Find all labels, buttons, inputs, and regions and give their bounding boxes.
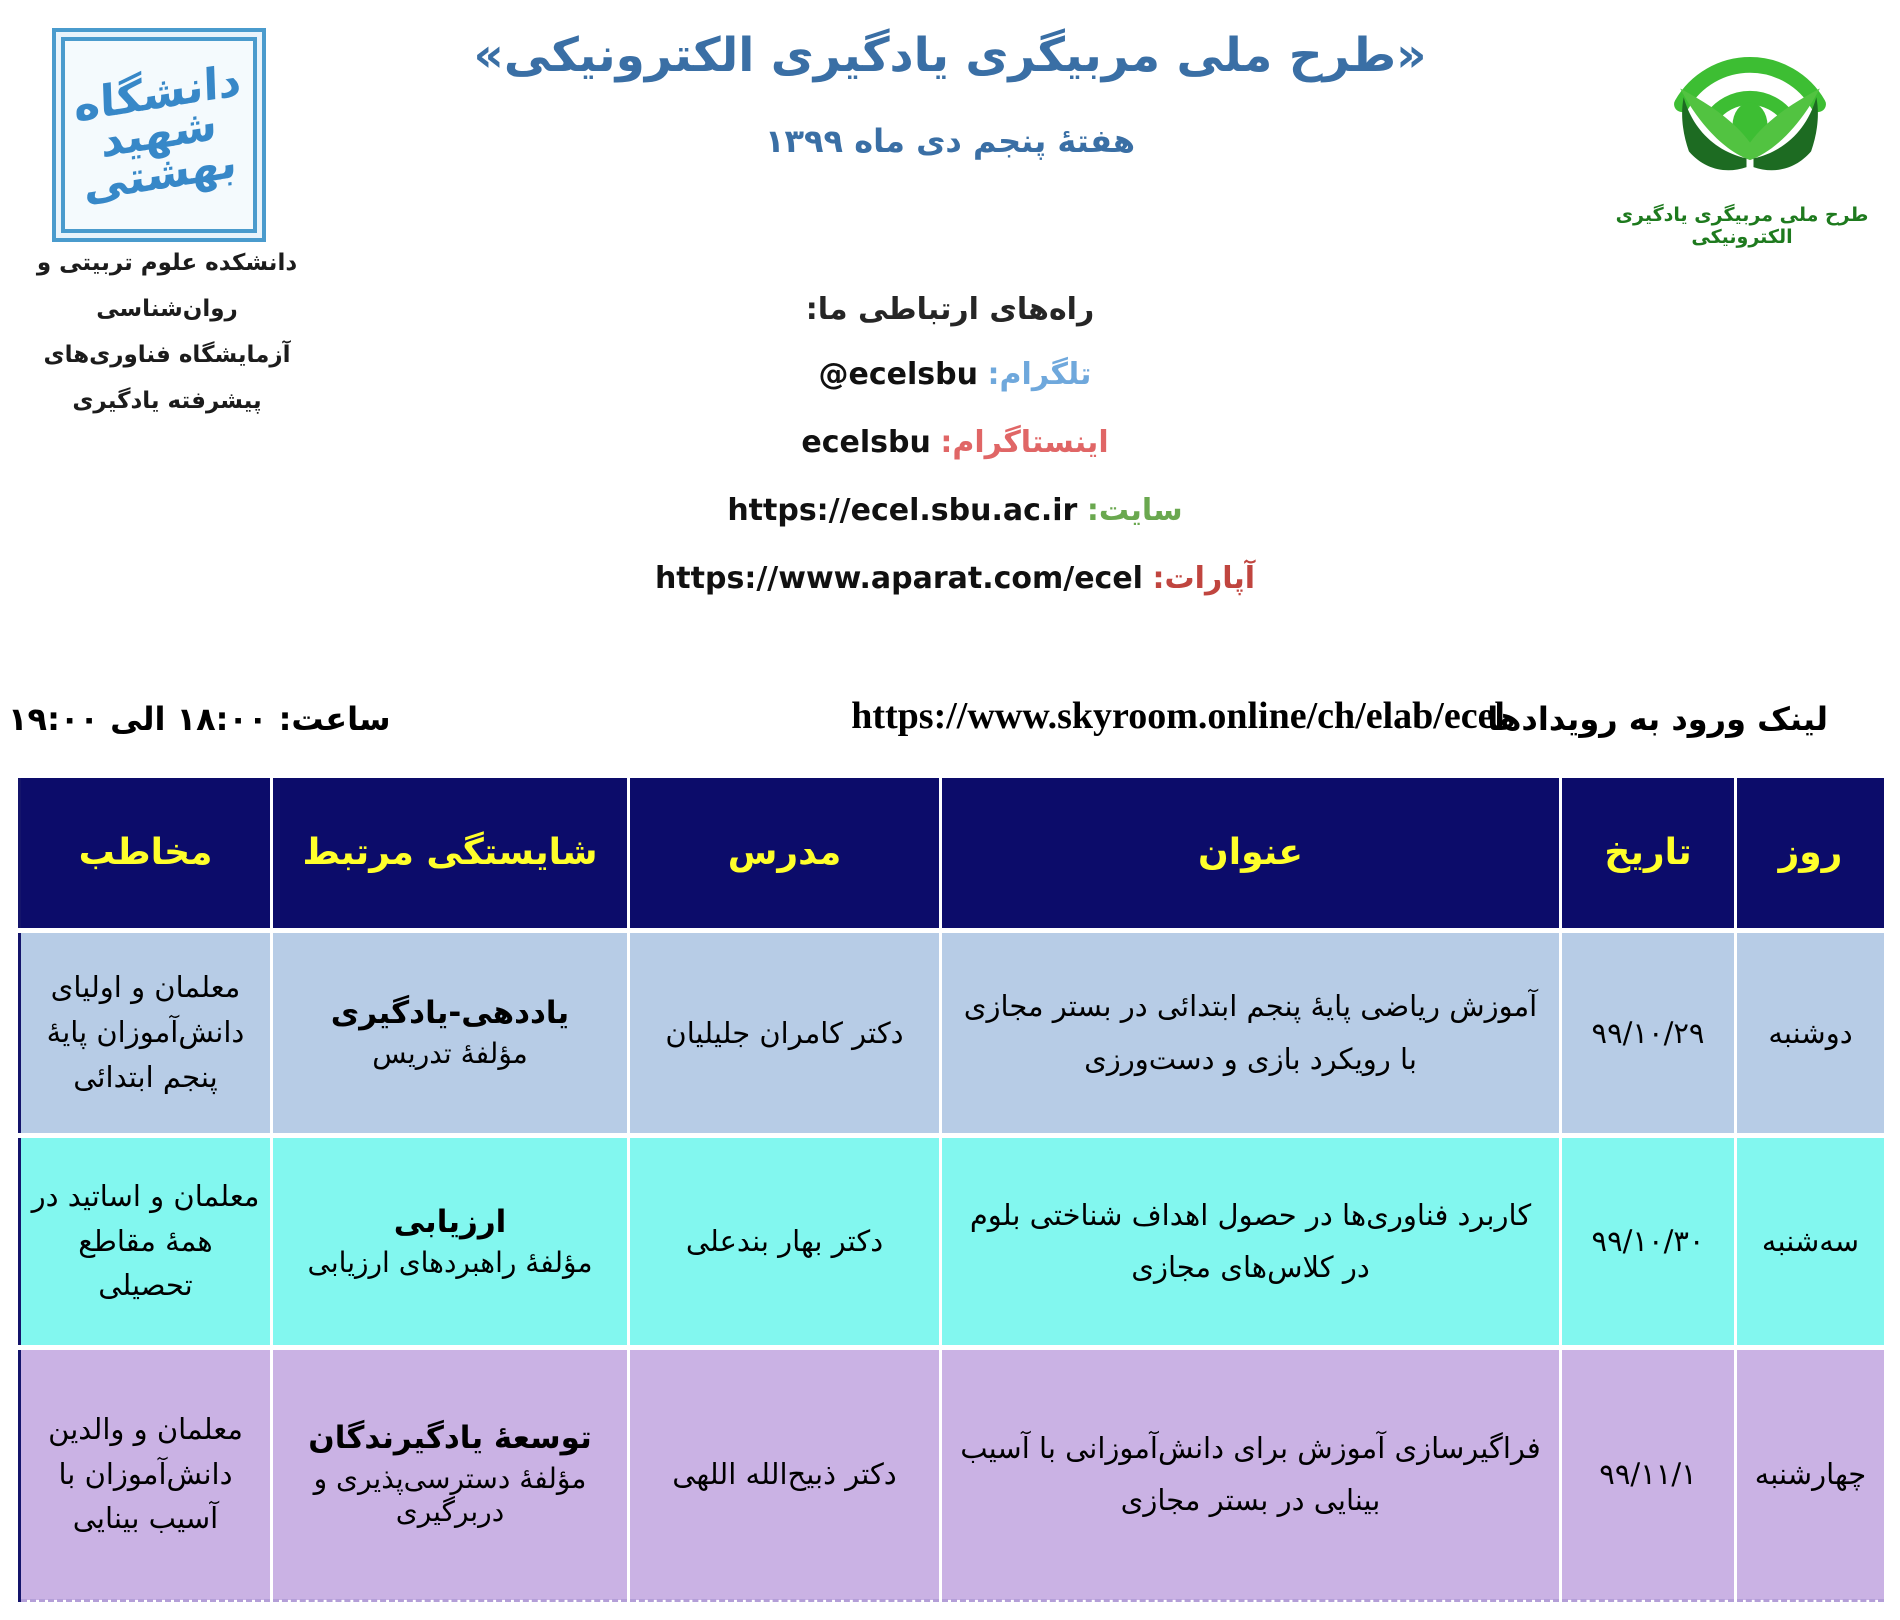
competency-sub: مؤلفۀ راهبردهای ارزیابی	[307, 1245, 593, 1279]
competency-sub: مؤلفۀ دسترسی‌پذیری و دربرگیری	[313, 1462, 587, 1528]
contact-instagram	[570, 425, 1330, 460]
competency-main: یاددهی-یادگیری	[330, 995, 570, 1031]
university-logo	[52, 28, 266, 242]
aparat-label: آپارات:	[1152, 561, 1256, 596]
contact-aparat	[570, 561, 1330, 596]
col-header-title: عنوان	[941, 778, 1561, 930]
cell-day: سه‌شنبه	[1736, 1135, 1886, 1347]
competency-main: ارزیابی	[393, 1203, 507, 1240]
contact-heading: راه‌های ارتباطی ما:	[805, 292, 1095, 327]
aparat-url[interactable]: https://www.aparat.com/ecel	[654, 561, 1143, 596]
cell-title: فراگیرسازی آموزش برای دانش‌آموزانی با آسیب بینایی در بستر مجازی	[941, 1347, 1561, 1600]
program-logo-icon	[1630, 10, 1870, 202]
col-header-competency: شایستگی مرتبط	[272, 778, 629, 930]
cell-instructor: دکتر ذبیح‌الله اللهی	[629, 1347, 941, 1600]
telegram-label: تلگرام:	[987, 357, 1092, 392]
cell-competency	[272, 1347, 629, 1600]
session-time: ساعت: ۱۸:۰۰ الی ۱۹:۰۰	[8, 700, 391, 738]
contact-website	[570, 493, 1330, 528]
instagram-label: اینستاگرام:	[940, 425, 1109, 460]
table-row	[20, 1135, 1886, 1347]
cell-instructor: دکتر کامران جلیلیان	[629, 930, 941, 1135]
table-header-row	[20, 778, 1886, 930]
program-logo-caption: طرح ملی مربیگری یادگیری الکترونیکی	[1615, 204, 1869, 248]
university-logo-calligraphy: دانشگاه شهید بهشتی	[73, 55, 242, 212]
page-title: «طرح ملی مربیگری یادگیری الکترونیکی»	[473, 28, 1427, 83]
col-header-day: روز	[1736, 778, 1886, 930]
cell-title: آموزش ریاضی پایۀ پنجم ابتدائی در بستر مجازی با رویکرد بازی و دست‌ورزی	[941, 930, 1561, 1135]
cell-date: ۹۹/۱۱/۱	[1561, 1347, 1736, 1600]
cell-audience: معلمان و والدین دانش‌آموزان با آسیب بینایی	[20, 1347, 272, 1600]
cell-instructor: دکتر بهار بندعلی	[629, 1135, 941, 1347]
cell-date: ۹۹/۱۰/۲۹	[1561, 930, 1736, 1135]
cell-competency	[272, 1135, 629, 1347]
page-subtitle: هفتۀ پنجم دی ماه ۱۳۹۹	[764, 122, 1136, 160]
university-logo-frame	[61, 37, 257, 233]
schedule-table	[18, 778, 1887, 1602]
competency-main: توسعۀ یادگیرندگان	[308, 1420, 592, 1456]
instagram-handle[interactable]: ecelsbu	[801, 425, 931, 460]
cell-day: دوشنبه	[1736, 930, 1886, 1135]
contact-telegram	[570, 357, 1330, 392]
cell-audience: معلمان و اساتید در همۀ مقاطع تحصیلی	[20, 1135, 272, 1347]
col-header-audience: مخاطب	[20, 778, 272, 930]
cell-audience: معلمان و اولیای دانش‌آموزان پایۀ پنجم ابتدائی	[20, 930, 272, 1135]
faculty-caption	[0, 240, 334, 424]
contact-section	[570, 292, 1330, 629]
cell-date: ۹۹/۱۰/۳۰	[1561, 1135, 1736, 1347]
cell-title: کاربرد فناوری‌ها در حصول اهداف شناختی بلوم در کلاس‌های مجازی	[941, 1135, 1561, 1347]
cell-day: چهارشنبه	[1736, 1347, 1886, 1600]
faculty-line1: دانشکده علوم تربیتی و روان‌شناسی	[36, 250, 298, 322]
table-row	[20, 930, 1886, 1135]
col-header-instructor: مدرس	[629, 778, 941, 930]
competency-sub: مؤلفۀ تدریس	[372, 1037, 528, 1070]
events-link-label: لینک ورود به رویدادها	[1487, 700, 1828, 738]
telegram-handle[interactable]: @ecelsbu	[818, 357, 978, 392]
faculty-line2: آزمایشگاه فناوری‌های پیشرفته یادگیری	[43, 342, 291, 414]
table-row	[20, 1347, 1886, 1600]
wifi-person-hands-icon	[1630, 10, 1870, 202]
website-url[interactable]: https://ecel.sbu.ac.ir	[727, 493, 1078, 528]
col-header-date: تاریخ	[1561, 778, 1736, 930]
cell-competency	[272, 930, 629, 1135]
website-label: سایت:	[1086, 493, 1183, 528]
events-link-url[interactable]: https://www.skyroom.online/ch/elab/ecel	[851, 695, 1505, 737]
